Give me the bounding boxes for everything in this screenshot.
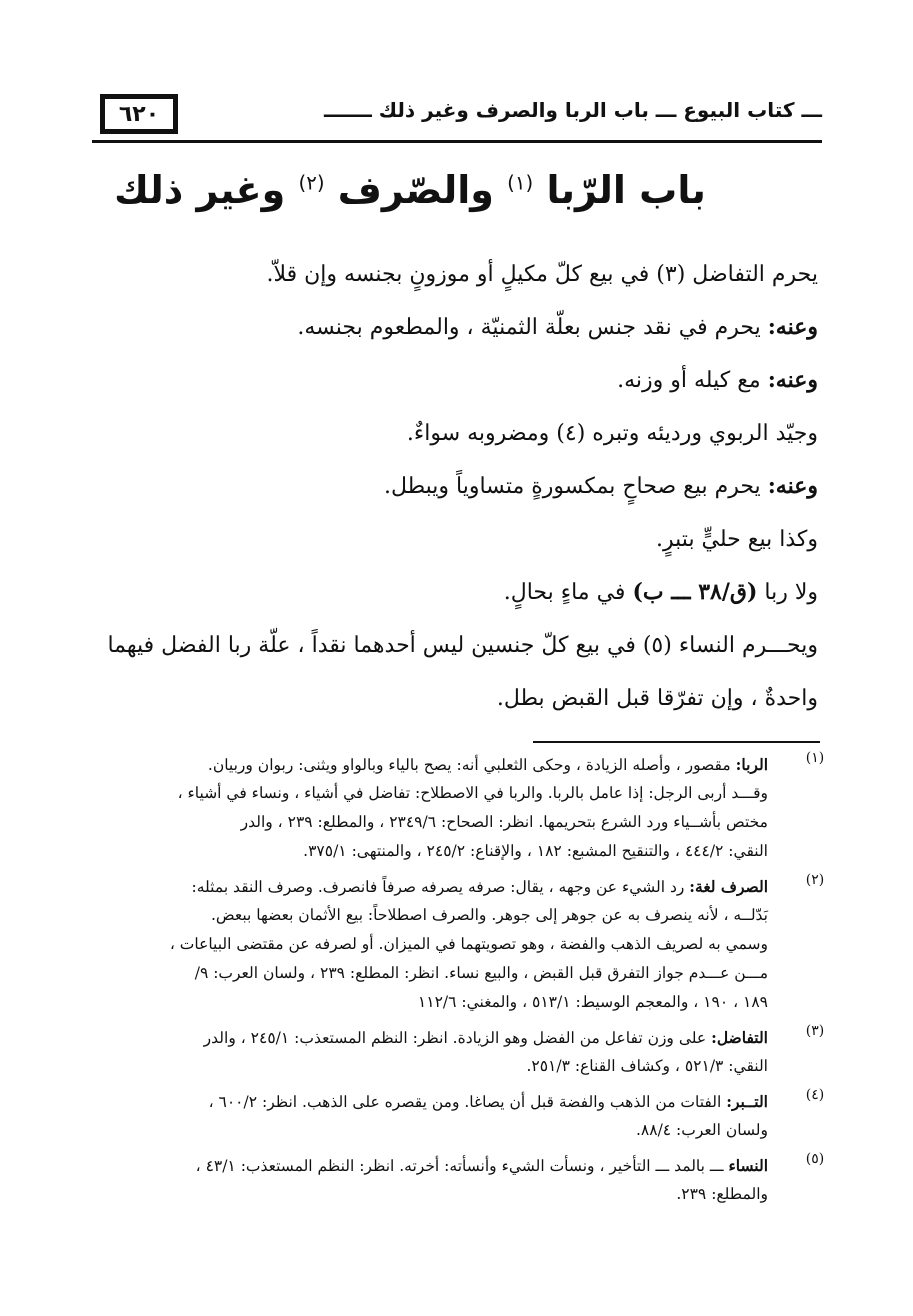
manuscript-reference: (ق/٣٨ ـــ ب) bbox=[632, 579, 758, 605]
chapter-title bbox=[100, 168, 720, 212]
footnote-line bbox=[90, 1023, 768, 1052]
paragraph-8-line-2: واحدةٌ ، وإن تفرّقا قبل القبض بطل. bbox=[496, 686, 818, 711]
footnote-separator bbox=[533, 741, 820, 743]
footnote-line: والمطلع: ٢٣٩. bbox=[676, 1185, 768, 1203]
chapter-title-part2: والصّرف bbox=[337, 168, 494, 212]
footnote-line bbox=[90, 750, 768, 779]
footnote-line: بَدّلــه ، لأنه ينصرف به عن جوهر إلى جوهر. والصرف اصطلاحاً: بيع الأثمان بعضها ببعض. bbox=[210, 906, 768, 924]
chapter-title-part3: وغير ذلك bbox=[114, 168, 286, 212]
narration-label: وعنه: bbox=[767, 314, 818, 340]
footnotes bbox=[90, 750, 830, 1215]
paragraph-text: في ماءٍ بحالٍ. bbox=[503, 580, 626, 605]
narration-label: وعنه: bbox=[767, 367, 818, 393]
footnote-line: النقي: ٥٢١/٣ ، وكشاف القناع: ٢٥١/٣. bbox=[526, 1057, 768, 1075]
footnote-ref-1: (١) bbox=[507, 171, 534, 195]
paragraph-3 bbox=[80, 354, 818, 407]
footnote-line: وسمي به لصريف الذهب والفضة ، وهو تصويتهما في الميزان. أو لصرفه عن مقتضى البياعات ، bbox=[169, 935, 768, 953]
body-text bbox=[80, 248, 818, 725]
footnote-number: (٤) bbox=[805, 1087, 825, 1103]
footnote-line: وقـــد أربى الرجل: إذا عامل بالربا. والربا في الاصطلاح: تفاضل في أشياء ، ونساء في أشياء ، bbox=[177, 784, 768, 802]
footnote-number: (٣) bbox=[805, 1023, 825, 1039]
paragraph-text: يحرم بيع صحاحٍ بمكسورةٍ متساوياً ويبطل. bbox=[383, 474, 761, 499]
paragraph-text: يحرم في نقد جنس بعلّة الثمنيّة ، والمطعوم بجنسه. bbox=[297, 315, 761, 340]
paragraph-2 bbox=[80, 301, 818, 354]
footnote-text: رد الشيء عن وجهه ، يقال: صرفه يصرفه صرفاً فانصرف. وصرف النقد بمثله: bbox=[191, 878, 685, 896]
footnote-line bbox=[90, 1087, 768, 1116]
paragraph-text: ولا ربا bbox=[764, 580, 818, 605]
footnote-number: (١) bbox=[805, 750, 825, 766]
footnote-4 bbox=[90, 1087, 830, 1145]
footnote-line: النقي: ٤٤٤/٢ ، والتنقيح المشبع: ١٨٢ ، والإقناع: ٢٤٥/٢ ، والمنتهى: ٣٧٥/١. bbox=[303, 842, 768, 860]
footnote-term: التفاضل: bbox=[711, 1028, 768, 1047]
running-title: ـــ كتاب البيوع ـــ باب الربا والصرف وغير ذلك ـــــــ bbox=[323, 98, 822, 122]
footnote-term: النساء bbox=[728, 1156, 768, 1175]
footnote-line: مـــن عـــدم جواز التفرق قبل القبض ، والبيع نساء. انظر: المطلع: ٢٣٩ ، ولسان العرب: ٩/ bbox=[194, 964, 768, 982]
footnote-text: ـــ بالمد ـــ التأخير ، ونسأت الشيء وأنسأته: أخرته. انظر: النظم المستعذب: ٤٣/١ ، bbox=[195, 1157, 724, 1175]
footnote-term: التــبر: bbox=[726, 1092, 768, 1111]
paragraph-8-line-1: ويحـــرم النساء (٥) في بيع كلّ جنسين ليس أحدهما نقداً ، علّة ربا الفضل فيهما bbox=[107, 633, 818, 658]
footnote-text: على وزن تفاعل من الفضل وهو الزيادة. انظر: النظم المستعذب: ٢٤٥/١ ، والدر bbox=[203, 1029, 707, 1047]
footnote-text: الفتات من الذهب والفضة قبل أن يصاغا. ومن يقصره على الذهب. انظر: ٦٠٠/٢ ، bbox=[208, 1093, 722, 1111]
paragraph-5 bbox=[80, 460, 818, 513]
footnote-3 bbox=[90, 1023, 830, 1081]
narration-label: وعنه: bbox=[767, 473, 818, 499]
footnote-line: ولسان العرب: ٨٨/٤. bbox=[635, 1121, 768, 1139]
footnote-line bbox=[90, 1151, 768, 1180]
footnote-2 bbox=[90, 872, 830, 1017]
paragraph-1: يحرم التفاضل (٣) في بيع كلّ مكيلٍ أو موزونٍ بجنسه وإن قلاّ. bbox=[266, 262, 818, 287]
footnote-line: مختص بأشــياء ورد الشرع بتحريمها. انظر: الصحاح: ٢٣٤٩/٦ ، والمطلع: ٢٣٩ ، والدر bbox=[240, 813, 768, 831]
footnote-1 bbox=[90, 750, 830, 866]
footnote-line: ١٨٩ ، ١٩٠ ، والمعجم الوسيط: ٥١٣/١ ، والمغني: ١١٢/٦ bbox=[417, 993, 768, 1011]
footnote-line bbox=[90, 872, 768, 901]
paragraph-7 bbox=[80, 566, 818, 619]
page-number: ٦٢٠ bbox=[100, 94, 178, 134]
paragraph-6: وكذا بيع حليٍّ بتبرٍ. bbox=[656, 527, 818, 552]
footnote-number: (٥) bbox=[805, 1151, 825, 1167]
paragraph-4: وجيّد الربوي ورديئه وتبره (٤) ومضروبه سواءٌ. bbox=[406, 421, 818, 446]
header-rule bbox=[92, 140, 822, 143]
footnote-term: الصرف لغة: bbox=[689, 877, 768, 896]
footnote-5 bbox=[90, 1151, 830, 1209]
footnote-number: (٢) bbox=[805, 872, 825, 888]
footnote-text: مقصور ، وأصله الزيادة ، وحكى الثعلبي أنه: يصح بالياء وبالواو ويثنى: ربوان وربيان. bbox=[207, 756, 731, 774]
running-header bbox=[92, 92, 822, 150]
footnote-term: الربا: bbox=[735, 755, 768, 774]
footnote-ref-2: (٢) bbox=[298, 171, 325, 195]
chapter-title-part1: باب الرّبا bbox=[546, 168, 706, 212]
paragraph-text: مع كيله أو وزنه. bbox=[617, 368, 761, 393]
